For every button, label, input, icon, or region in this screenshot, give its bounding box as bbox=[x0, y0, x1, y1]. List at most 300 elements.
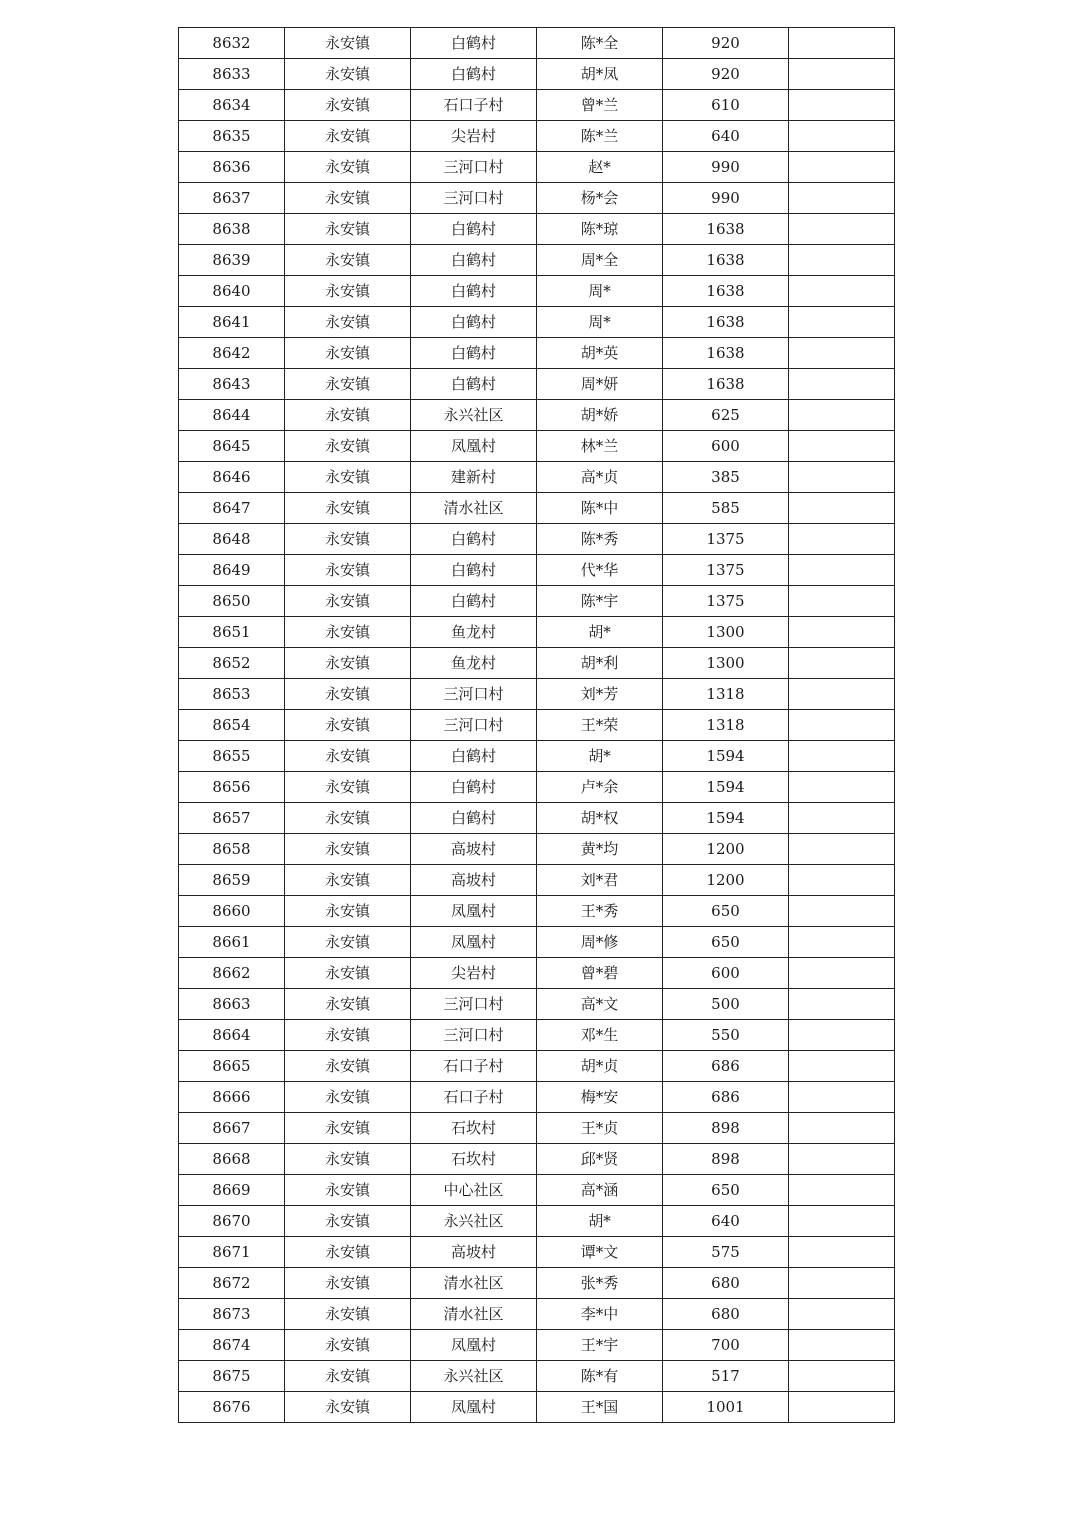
amount-cell: 640 bbox=[663, 121, 789, 152]
village-cell: 石坎村 bbox=[411, 1144, 537, 1175]
town-cell: 永安镇 bbox=[285, 679, 411, 710]
note-cell bbox=[789, 276, 895, 307]
recipient-name-cell: 陈*琼 bbox=[537, 214, 663, 245]
village-cell: 白鹤村 bbox=[411, 369, 537, 400]
note-cell bbox=[789, 183, 895, 214]
row-number-cell: 8643 bbox=[179, 369, 285, 400]
recipient-name-cell: 胡* bbox=[537, 741, 663, 772]
amount-cell: 1594 bbox=[663, 772, 789, 803]
town-cell: 永安镇 bbox=[285, 1299, 411, 1330]
town-cell: 永安镇 bbox=[285, 1082, 411, 1113]
amount-cell: 600 bbox=[663, 431, 789, 462]
note-cell bbox=[789, 865, 895, 896]
village-cell: 永兴社区 bbox=[411, 400, 537, 431]
row-number-cell: 8639 bbox=[179, 245, 285, 276]
town-cell: 永安镇 bbox=[285, 214, 411, 245]
table-row bbox=[179, 958, 895, 989]
row-number-cell: 8657 bbox=[179, 803, 285, 834]
village-cell: 白鹤村 bbox=[411, 307, 537, 338]
village-cell: 白鹤村 bbox=[411, 338, 537, 369]
town-cell: 永安镇 bbox=[285, 586, 411, 617]
note-cell bbox=[789, 1237, 895, 1268]
table-row bbox=[179, 338, 895, 369]
village-cell: 石口子村 bbox=[411, 1082, 537, 1113]
recipient-name-cell: 刘*君 bbox=[537, 865, 663, 896]
note-cell bbox=[789, 617, 895, 648]
recipient-name-cell: 邓*生 bbox=[537, 1020, 663, 1051]
town-cell: 永安镇 bbox=[285, 1237, 411, 1268]
recipient-name-cell: 胡*娇 bbox=[537, 400, 663, 431]
recipient-name-cell: 赵* bbox=[537, 152, 663, 183]
town-cell: 永安镇 bbox=[285, 245, 411, 276]
amount-cell: 1200 bbox=[663, 834, 789, 865]
amount-cell: 1638 bbox=[663, 338, 789, 369]
recipient-name-cell: 黄*均 bbox=[537, 834, 663, 865]
recipient-name-cell: 刘*芳 bbox=[537, 679, 663, 710]
table-row bbox=[179, 369, 895, 400]
village-cell: 建新村 bbox=[411, 462, 537, 493]
amount-cell: 575 bbox=[663, 1237, 789, 1268]
table-row bbox=[179, 617, 895, 648]
table-row bbox=[179, 710, 895, 741]
recipient-name-cell: 高*贞 bbox=[537, 462, 663, 493]
row-number-cell: 8652 bbox=[179, 648, 285, 679]
note-cell bbox=[789, 1330, 895, 1361]
village-cell: 凤凰村 bbox=[411, 927, 537, 958]
amount-cell: 1200 bbox=[663, 865, 789, 896]
village-cell: 石口子村 bbox=[411, 90, 537, 121]
amount-cell: 1375 bbox=[663, 555, 789, 586]
note-cell bbox=[789, 493, 895, 524]
recipient-name-cell: 周*全 bbox=[537, 245, 663, 276]
village-cell: 白鹤村 bbox=[411, 28, 537, 59]
village-cell: 三河口村 bbox=[411, 183, 537, 214]
note-cell bbox=[789, 927, 895, 958]
town-cell: 永安镇 bbox=[285, 896, 411, 927]
village-cell: 尖岩村 bbox=[411, 121, 537, 152]
row-number-cell: 8673 bbox=[179, 1299, 285, 1330]
town-cell: 永安镇 bbox=[285, 493, 411, 524]
village-cell: 清水社区 bbox=[411, 493, 537, 524]
recipient-name-cell: 代*华 bbox=[537, 555, 663, 586]
town-cell: 永安镇 bbox=[285, 121, 411, 152]
note-cell bbox=[789, 958, 895, 989]
village-cell: 高坡村 bbox=[411, 834, 537, 865]
note-cell bbox=[789, 152, 895, 183]
amount-cell: 700 bbox=[663, 1330, 789, 1361]
amount-cell: 650 bbox=[663, 927, 789, 958]
row-number-cell: 8670 bbox=[179, 1206, 285, 1237]
row-number-cell: 8635 bbox=[179, 121, 285, 152]
town-cell: 永安镇 bbox=[285, 1361, 411, 1392]
village-cell: 白鹤村 bbox=[411, 59, 537, 90]
recipient-name-cell: 张*秀 bbox=[537, 1268, 663, 1299]
note-cell bbox=[789, 989, 895, 1020]
town-cell: 永安镇 bbox=[285, 1051, 411, 1082]
table-row bbox=[179, 1113, 895, 1144]
table-row bbox=[179, 1175, 895, 1206]
table-row bbox=[179, 1144, 895, 1175]
row-number-cell: 8666 bbox=[179, 1082, 285, 1113]
amount-cell: 990 bbox=[663, 183, 789, 214]
row-number-cell: 8667 bbox=[179, 1113, 285, 1144]
amount-cell: 625 bbox=[663, 400, 789, 431]
recipient-name-cell: 胡* bbox=[537, 1206, 663, 1237]
table-row bbox=[179, 59, 895, 90]
row-number-cell: 8646 bbox=[179, 462, 285, 493]
amount-cell: 686 bbox=[663, 1082, 789, 1113]
note-cell bbox=[789, 1392, 895, 1423]
note-cell bbox=[789, 555, 895, 586]
village-cell: 凤凰村 bbox=[411, 431, 537, 462]
village-cell: 白鹤村 bbox=[411, 245, 537, 276]
table-row bbox=[179, 524, 895, 555]
table-row bbox=[179, 927, 895, 958]
amount-cell: 898 bbox=[663, 1144, 789, 1175]
village-cell: 三河口村 bbox=[411, 152, 537, 183]
village-cell: 凤凰村 bbox=[411, 1330, 537, 1361]
table-row bbox=[179, 1299, 895, 1330]
village-cell: 三河口村 bbox=[411, 989, 537, 1020]
town-cell: 永安镇 bbox=[285, 152, 411, 183]
table-row bbox=[179, 152, 895, 183]
amount-cell: 898 bbox=[663, 1113, 789, 1144]
table-row bbox=[179, 1361, 895, 1392]
table-row bbox=[179, 462, 895, 493]
town-cell: 永安镇 bbox=[285, 772, 411, 803]
table-row bbox=[179, 896, 895, 927]
table-row bbox=[179, 1392, 895, 1423]
table-row bbox=[179, 28, 895, 59]
town-cell: 永安镇 bbox=[285, 400, 411, 431]
table-row bbox=[179, 679, 895, 710]
village-cell: 鱼龙村 bbox=[411, 648, 537, 679]
table-row bbox=[179, 1051, 895, 1082]
row-number-cell: 8658 bbox=[179, 834, 285, 865]
recipient-name-cell: 高*文 bbox=[537, 989, 663, 1020]
note-cell bbox=[789, 710, 895, 741]
note-cell bbox=[789, 369, 895, 400]
town-cell: 永安镇 bbox=[285, 1330, 411, 1361]
town-cell: 永安镇 bbox=[285, 648, 411, 679]
note-cell bbox=[789, 772, 895, 803]
town-cell: 永安镇 bbox=[285, 28, 411, 59]
village-cell: 白鹤村 bbox=[411, 276, 537, 307]
note-cell bbox=[789, 741, 895, 772]
table-row bbox=[179, 586, 895, 617]
row-number-cell: 8650 bbox=[179, 586, 285, 617]
row-number-cell: 8640 bbox=[179, 276, 285, 307]
town-cell: 永安镇 bbox=[285, 1020, 411, 1051]
row-number-cell: 8647 bbox=[179, 493, 285, 524]
village-cell: 鱼龙村 bbox=[411, 617, 537, 648]
table-row bbox=[179, 1206, 895, 1237]
note-cell bbox=[789, 307, 895, 338]
row-number-cell: 8634 bbox=[179, 90, 285, 121]
row-number-cell: 8661 bbox=[179, 927, 285, 958]
town-cell: 永安镇 bbox=[285, 59, 411, 90]
village-cell: 白鹤村 bbox=[411, 555, 537, 586]
note-cell bbox=[789, 59, 895, 90]
town-cell: 永安镇 bbox=[285, 183, 411, 214]
amount-cell: 1375 bbox=[663, 524, 789, 555]
town-cell: 永安镇 bbox=[285, 1206, 411, 1237]
row-number-cell: 8659 bbox=[179, 865, 285, 896]
note-cell bbox=[789, 400, 895, 431]
recipient-name-cell: 胡*英 bbox=[537, 338, 663, 369]
amount-cell: 585 bbox=[663, 493, 789, 524]
amount-cell: 1300 bbox=[663, 648, 789, 679]
note-cell bbox=[789, 121, 895, 152]
row-number-cell: 8653 bbox=[179, 679, 285, 710]
table-row bbox=[179, 400, 895, 431]
row-number-cell: 8656 bbox=[179, 772, 285, 803]
amount-cell: 385 bbox=[663, 462, 789, 493]
note-cell bbox=[789, 245, 895, 276]
recipient-name-cell: 陈*宇 bbox=[537, 586, 663, 617]
town-cell: 永安镇 bbox=[285, 803, 411, 834]
amount-cell: 1300 bbox=[663, 617, 789, 648]
town-cell: 永安镇 bbox=[285, 1175, 411, 1206]
table-row bbox=[179, 493, 895, 524]
town-cell: 永安镇 bbox=[285, 90, 411, 121]
note-cell bbox=[789, 1299, 895, 1330]
note-cell bbox=[789, 214, 895, 245]
recipient-name-cell: 王*国 bbox=[537, 1392, 663, 1423]
table-row bbox=[179, 307, 895, 338]
row-number-cell: 8662 bbox=[179, 958, 285, 989]
row-number-cell: 8669 bbox=[179, 1175, 285, 1206]
recipient-name-cell: 胡*贞 bbox=[537, 1051, 663, 1082]
row-number-cell: 8663 bbox=[179, 989, 285, 1020]
row-number-cell: 8637 bbox=[179, 183, 285, 214]
table-row bbox=[179, 1082, 895, 1113]
table-row bbox=[179, 1330, 895, 1361]
recipient-name-cell: 李*中 bbox=[537, 1299, 663, 1330]
row-number-cell: 8648 bbox=[179, 524, 285, 555]
village-cell: 白鹤村 bbox=[411, 772, 537, 803]
table-row bbox=[179, 245, 895, 276]
town-cell: 永安镇 bbox=[285, 307, 411, 338]
amount-cell: 640 bbox=[663, 1206, 789, 1237]
note-cell bbox=[789, 90, 895, 121]
row-number-cell: 8645 bbox=[179, 431, 285, 462]
recipient-name-cell: 胡*凤 bbox=[537, 59, 663, 90]
recipient-name-cell: 陈*兰 bbox=[537, 121, 663, 152]
village-cell: 石口子村 bbox=[411, 1051, 537, 1082]
amount-cell: 990 bbox=[663, 152, 789, 183]
town-cell: 永安镇 bbox=[285, 617, 411, 648]
amount-cell: 680 bbox=[663, 1299, 789, 1330]
row-number-cell: 8675 bbox=[179, 1361, 285, 1392]
table-row bbox=[179, 183, 895, 214]
note-cell bbox=[789, 1175, 895, 1206]
table-row bbox=[179, 989, 895, 1020]
note-cell bbox=[789, 462, 895, 493]
recipient-name-cell: 胡*利 bbox=[537, 648, 663, 679]
amount-cell: 1001 bbox=[663, 1392, 789, 1423]
town-cell: 永安镇 bbox=[285, 958, 411, 989]
row-number-cell: 8660 bbox=[179, 896, 285, 927]
note-cell bbox=[789, 1020, 895, 1051]
village-cell: 白鹤村 bbox=[411, 586, 537, 617]
town-cell: 永安镇 bbox=[285, 710, 411, 741]
note-cell bbox=[789, 338, 895, 369]
town-cell: 永安镇 bbox=[285, 1113, 411, 1144]
amount-cell: 550 bbox=[663, 1020, 789, 1051]
recipient-name-cell: 曾*碧 bbox=[537, 958, 663, 989]
town-cell: 永安镇 bbox=[285, 1144, 411, 1175]
note-cell bbox=[789, 679, 895, 710]
note-cell bbox=[789, 834, 895, 865]
table-row bbox=[179, 121, 895, 152]
table-row bbox=[179, 1268, 895, 1299]
village-cell: 石坎村 bbox=[411, 1113, 537, 1144]
roster-table bbox=[178, 27, 895, 1423]
amount-cell: 1638 bbox=[663, 307, 789, 338]
table-row bbox=[179, 772, 895, 803]
row-number-cell: 8664 bbox=[179, 1020, 285, 1051]
roster-table-body bbox=[179, 28, 895, 1423]
recipient-name-cell: 周*修 bbox=[537, 927, 663, 958]
amount-cell: 600 bbox=[663, 958, 789, 989]
recipient-name-cell: 王*秀 bbox=[537, 896, 663, 927]
row-number-cell: 8644 bbox=[179, 400, 285, 431]
town-cell: 永安镇 bbox=[285, 1392, 411, 1423]
village-cell: 三河口村 bbox=[411, 679, 537, 710]
village-cell: 凤凰村 bbox=[411, 1392, 537, 1423]
row-number-cell: 8641 bbox=[179, 307, 285, 338]
table-row bbox=[179, 214, 895, 245]
amount-cell: 680 bbox=[663, 1268, 789, 1299]
note-cell bbox=[789, 524, 895, 555]
table-row bbox=[179, 741, 895, 772]
recipient-name-cell: 梅*安 bbox=[537, 1082, 663, 1113]
village-cell: 凤凰村 bbox=[411, 896, 537, 927]
town-cell: 永安镇 bbox=[285, 338, 411, 369]
table-row bbox=[179, 276, 895, 307]
town-cell: 永安镇 bbox=[285, 555, 411, 586]
amount-cell: 517 bbox=[663, 1361, 789, 1392]
note-cell bbox=[789, 1113, 895, 1144]
village-cell: 白鹤村 bbox=[411, 524, 537, 555]
amount-cell: 1375 bbox=[663, 586, 789, 617]
recipient-name-cell: 曾*兰 bbox=[537, 90, 663, 121]
amount-cell: 686 bbox=[663, 1051, 789, 1082]
village-cell: 永兴社区 bbox=[411, 1206, 537, 1237]
town-cell: 永安镇 bbox=[285, 865, 411, 896]
note-cell bbox=[789, 586, 895, 617]
amount-cell: 1594 bbox=[663, 803, 789, 834]
row-number-cell: 8654 bbox=[179, 710, 285, 741]
village-cell: 中心社区 bbox=[411, 1175, 537, 1206]
row-number-cell: 8676 bbox=[179, 1392, 285, 1423]
recipient-name-cell: 胡*权 bbox=[537, 803, 663, 834]
note-cell bbox=[789, 803, 895, 834]
town-cell: 永安镇 bbox=[285, 276, 411, 307]
village-cell: 高坡村 bbox=[411, 865, 537, 896]
recipient-name-cell: 邱*贤 bbox=[537, 1144, 663, 1175]
town-cell: 永安镇 bbox=[285, 369, 411, 400]
row-number-cell: 8632 bbox=[179, 28, 285, 59]
note-cell bbox=[789, 431, 895, 462]
recipient-name-cell: 陈*秀 bbox=[537, 524, 663, 555]
table-row bbox=[179, 1237, 895, 1268]
town-cell: 永安镇 bbox=[285, 834, 411, 865]
amount-cell: 1638 bbox=[663, 245, 789, 276]
recipient-name-cell: 王*贞 bbox=[537, 1113, 663, 1144]
recipient-name-cell: 卢*余 bbox=[537, 772, 663, 803]
note-cell bbox=[789, 28, 895, 59]
amount-cell: 500 bbox=[663, 989, 789, 1020]
note-cell bbox=[789, 1082, 895, 1113]
note-cell bbox=[789, 1361, 895, 1392]
amount-cell: 1594 bbox=[663, 741, 789, 772]
recipient-name-cell: 周* bbox=[537, 307, 663, 338]
amount-cell: 1638 bbox=[663, 214, 789, 245]
village-cell: 白鹤村 bbox=[411, 214, 537, 245]
recipient-name-cell: 谭*文 bbox=[537, 1237, 663, 1268]
town-cell: 永安镇 bbox=[285, 927, 411, 958]
row-number-cell: 8638 bbox=[179, 214, 285, 245]
town-cell: 永安镇 bbox=[285, 989, 411, 1020]
note-cell bbox=[789, 896, 895, 927]
row-number-cell: 8668 bbox=[179, 1144, 285, 1175]
amount-cell: 920 bbox=[663, 28, 789, 59]
amount-cell: 1318 bbox=[663, 710, 789, 741]
row-number-cell: 8636 bbox=[179, 152, 285, 183]
recipient-name-cell: 王*宇 bbox=[537, 1330, 663, 1361]
row-number-cell: 8671 bbox=[179, 1237, 285, 1268]
table-row bbox=[179, 648, 895, 679]
amount-cell: 1638 bbox=[663, 369, 789, 400]
amount-cell: 610 bbox=[663, 90, 789, 121]
town-cell: 永安镇 bbox=[285, 524, 411, 555]
recipient-name-cell: 陈*全 bbox=[537, 28, 663, 59]
village-cell: 三河口村 bbox=[411, 1020, 537, 1051]
row-number-cell: 8674 bbox=[179, 1330, 285, 1361]
recipient-name-cell: 杨*会 bbox=[537, 183, 663, 214]
note-cell bbox=[789, 1051, 895, 1082]
row-number-cell: 8672 bbox=[179, 1268, 285, 1299]
village-cell: 三河口村 bbox=[411, 710, 537, 741]
row-number-cell: 8642 bbox=[179, 338, 285, 369]
row-number-cell: 8651 bbox=[179, 617, 285, 648]
recipient-name-cell: 胡* bbox=[537, 617, 663, 648]
recipient-name-cell: 林*兰 bbox=[537, 431, 663, 462]
row-number-cell: 8649 bbox=[179, 555, 285, 586]
village-cell: 永兴社区 bbox=[411, 1361, 537, 1392]
village-cell: 高坡村 bbox=[411, 1237, 537, 1268]
table-row bbox=[179, 555, 895, 586]
table-row bbox=[179, 803, 895, 834]
table-row bbox=[179, 90, 895, 121]
recipient-name-cell: 陈*中 bbox=[537, 493, 663, 524]
recipient-name-cell: 陈*有 bbox=[537, 1361, 663, 1392]
table-row bbox=[179, 865, 895, 896]
town-cell: 永安镇 bbox=[285, 1268, 411, 1299]
town-cell: 永安镇 bbox=[285, 462, 411, 493]
row-number-cell: 8655 bbox=[179, 741, 285, 772]
village-cell: 尖岩村 bbox=[411, 958, 537, 989]
town-cell: 永安镇 bbox=[285, 431, 411, 462]
amount-cell: 920 bbox=[663, 59, 789, 90]
village-cell: 白鹤村 bbox=[411, 741, 537, 772]
amount-cell: 650 bbox=[663, 1175, 789, 1206]
recipient-name-cell: 周* bbox=[537, 276, 663, 307]
table-row bbox=[179, 431, 895, 462]
note-cell bbox=[789, 1206, 895, 1237]
